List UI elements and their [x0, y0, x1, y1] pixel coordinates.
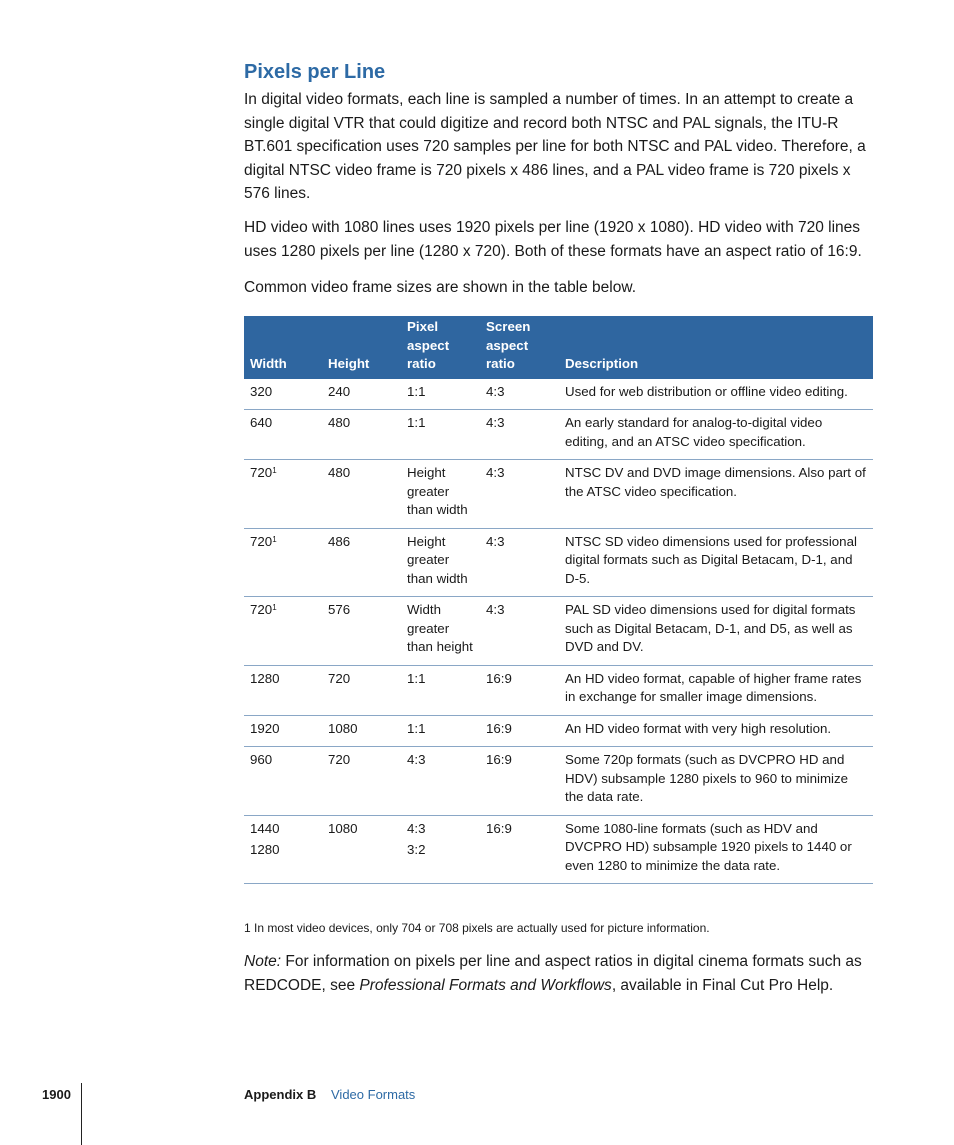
cell-description: An HD video format with very high resolution.: [559, 715, 873, 747]
paragraph-table-intro: Common video frame sizes are shown in the table below.: [244, 279, 637, 296]
header-description: Description: [559, 316, 873, 379]
table-row: [244, 715, 873, 747]
cell-height: 240: [322, 379, 401, 410]
table-row: [244, 528, 873, 597]
pixel-aspect-value: 4:3: [407, 820, 426, 836]
header-width: Width: [244, 316, 322, 379]
cell-screen-aspect: 16:9: [480, 665, 559, 715]
footnote-mark: 1: [272, 466, 277, 475]
section-heading: Pixels per Line: [244, 61, 386, 83]
pixel-aspect-value-alt: 3:2: [407, 842, 426, 857]
cell-width: 1920: [244, 715, 322, 747]
table-row: [244, 410, 873, 460]
cell-width: 960: [244, 747, 322, 816]
paragraph-pixels-intro: In digital video formats, each line is sampled a number of times. In an attempt to create a single digital VTR that could digitize and record both NTSC and PAL signals, the ITU-R BT.601 specification uses 720 samples per line for both NTSC and PAL video. Therefore, a digital NTSC video frame is 720 pixels x 486 lines, and a PAL video frame is 720 pixels x 576 lines.: [244, 91, 866, 202]
cell-description: An early standard for analog-to-digital video editing, and an ATSC video specification.: [559, 410, 873, 460]
cell-pixel-aspect: 1:1: [401, 665, 480, 715]
note-label: Note:: [244, 953, 282, 970]
cell-width: 1280: [244, 665, 322, 715]
cell-height: 1080: [322, 815, 401, 884]
cell-width: [244, 597, 322, 666]
page-number: 1900: [42, 1087, 71, 1102]
width-value-alt: 1280: [250, 842, 280, 857]
footnote-mark: 1: [272, 603, 277, 612]
cell-description: Used for web distribution or offline video editing.: [559, 379, 873, 410]
table-row: [244, 665, 873, 715]
footer-appendix-label: Appendix B: [244, 1087, 317, 1102]
cell-screen-aspect: 4:3: [480, 410, 559, 460]
cell-pixel-aspect: Height greater than width: [401, 460, 480, 529]
note-text-after: , available in Final Cut Pro Help.: [611, 976, 834, 994]
cell-pixel-aspect: [401, 815, 480, 884]
cell-height: 720: [322, 747, 401, 816]
paragraph-hd-video: HD video with 1080 lines uses 1920 pixels per line (1920 x 1080). HD video with 720 lines uses 1280 pixels per line (1280 x 720). Both of these formats have an aspect ratio of 16:9.: [244, 219, 862, 260]
cell-pixel-aspect: 4:3: [401, 747, 480, 816]
cell-screen-aspect: 4:3: [480, 528, 559, 597]
cell-width: 320: [244, 379, 322, 410]
cell-width: [244, 460, 322, 529]
cell-description: An HD video format, capable of higher frame rates in exchange for smaller image dimensions.: [559, 665, 873, 715]
cell-screen-aspect: 16:9: [480, 815, 559, 884]
cell-height: 1080: [322, 715, 401, 747]
table-row: [244, 379, 873, 410]
cell-description: NTSC SD video dimensions used for professional digital formats such as Digital Betacam, D-1, and D-5.: [559, 528, 873, 597]
table-footnote: 1 In most video devices, only 704 or 708 pixels are actually used for picture information.: [244, 921, 710, 935]
cell-screen-aspect: 4:3: [480, 379, 559, 410]
cell-height: 720: [322, 665, 401, 715]
cell-pixel-aspect: 1:1: [401, 410, 480, 460]
width-value: 720: [250, 602, 273, 617]
table-body: [244, 379, 873, 884]
cell-screen-aspect: 4:3: [480, 460, 559, 529]
footnote-mark: 1: [272, 534, 277, 544]
cell-width: [244, 815, 322, 884]
cell-description: Some 720p formats (such as DVCPRO HD and HDV) subsample 1280 pixels to 960 to minimize the data rate.: [559, 747, 873, 816]
width-value: 720: [250, 533, 273, 549]
cell-pixel-aspect: 1:1: [401, 715, 480, 747]
frame-size-table: [244, 316, 873, 884]
width-value: 1440: [250, 820, 280, 836]
cell-pixel-aspect: Height greater than width: [401, 528, 480, 597]
cell-height: 576: [322, 597, 401, 666]
footer-chapter-title: Video Formats: [331, 1087, 416, 1102]
cell-height: 486: [322, 528, 401, 597]
header-pixel-aspect-ratio: Pixel aspect ratio: [401, 316, 480, 379]
book-title-reference: Professional Formats and Workflows: [359, 976, 612, 994]
cell-description: NTSC DV and DVD image dimensions. Also part of the ATSC video specification.: [559, 460, 873, 529]
width-value: 720: [250, 465, 273, 480]
cell-screen-aspect: 4:3: [480, 597, 559, 666]
note-text-before: For information on pixels per line and aspect ratios in digital cinema formats such as REDCODE, see: [244, 953, 862, 994]
cell-pixel-aspect: Width greater than height: [401, 597, 480, 666]
cell-width: [244, 528, 322, 597]
header-screen-aspect-ratio: Screen aspect ratio: [480, 316, 559, 379]
footer-divider: [81, 1083, 82, 1145]
cell-screen-aspect: 16:9: [480, 715, 559, 747]
header-height: Height: [322, 316, 401, 379]
table-row: [244, 597, 873, 666]
cell-height: 480: [322, 460, 401, 529]
table-header: [244, 316, 873, 379]
cell-description: Some 1080-line formats (such as HDV and DVCPRO HD) subsample 1920 pixels to 1440 or even 1280 to minimize the data rate.: [559, 815, 873, 884]
frame-size-table-container: [244, 316, 873, 884]
cell-width: 640: [244, 410, 322, 460]
cell-screen-aspect: 16:9: [480, 747, 559, 816]
cell-height: 480: [322, 410, 401, 460]
table-row: [244, 815, 873, 884]
table-row: [244, 747, 873, 816]
cell-pixel-aspect: 1:1: [401, 379, 480, 410]
cell-description: PAL SD video dimensions used for digital formats such as Digital Betacam, D-1, and D5, as well as DVD and DV.: [559, 597, 873, 666]
table-row: [244, 460, 873, 529]
note-paragraph: [244, 950, 876, 997]
